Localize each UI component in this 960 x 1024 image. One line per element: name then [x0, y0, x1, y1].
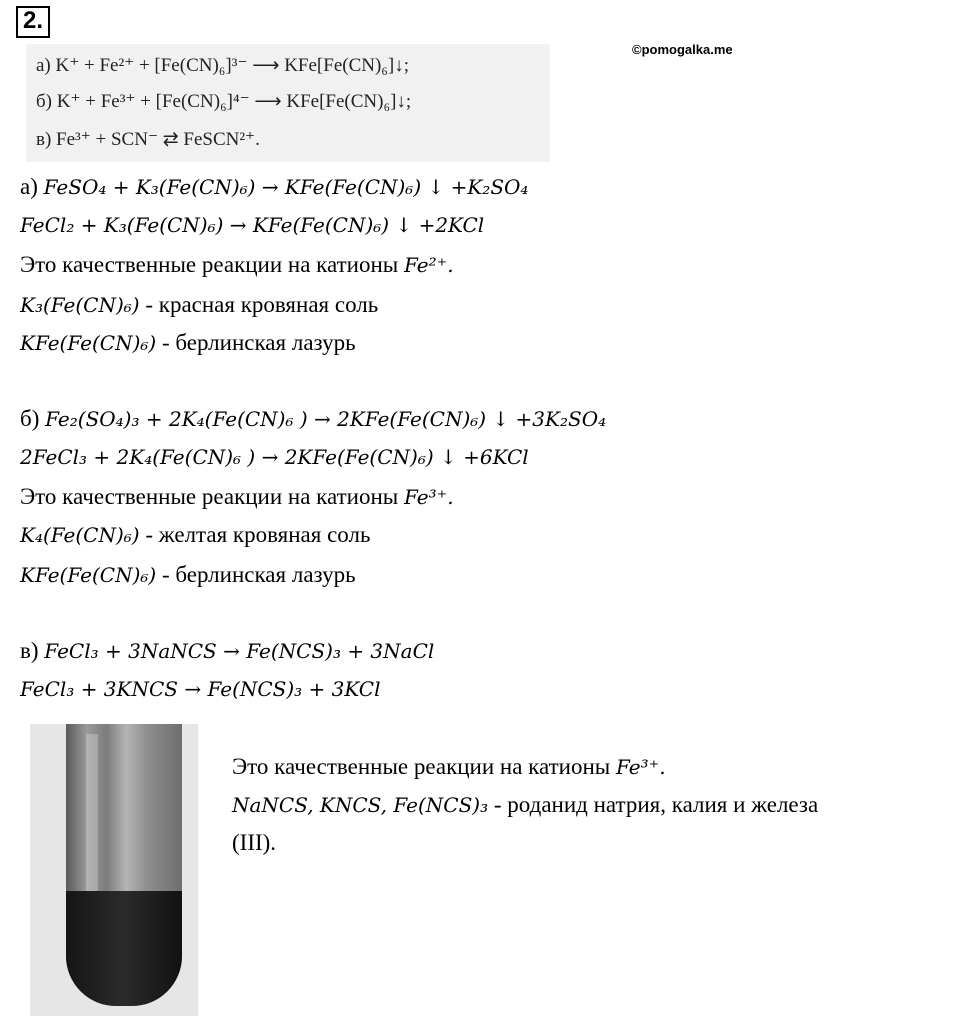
part-c-names-continued	[232, 828, 276, 858]
problem-number: 2.	[16, 6, 50, 38]
part-c-names	[232, 790, 818, 820]
thiocyanate-formulas: NaNCS, KNCS, Fe(NCS)₃	[232, 793, 489, 817]
dark-red-liquid	[66, 891, 182, 1006]
equation: FeCl₂ + K₃(Fe(CN)₆) → KFe(Fe(CN)₆) ↓ +2KCl	[20, 213, 485, 237]
part-b-note	[20, 482, 454, 512]
salt-name: - желтая кровяная соль	[139, 522, 371, 547]
equation: FeCl₃ + 3KNCS → Fe(NCS)₃ + 3KCl	[20, 677, 381, 701]
scan-line-b: б) K⁺ + Fe³⁺ + [Fe(CN)₆]⁴⁻ ⟶ KFe[Fe(CN)₆]↓;	[36, 91, 412, 112]
equation: Fe₂(SO₄)₃ + 2K₄(Fe(CN)₆ ) → 2KFe(Fe(CN)₆) ↓ +3K₂SO₄	[45, 407, 607, 431]
note-text: Это качественные реакции на катионы	[20, 252, 399, 277]
part-b-salt-2	[20, 560, 356, 590]
scanned-equations-image	[26, 44, 550, 162]
part-a-prefix: а)	[20, 174, 38, 199]
part-a-note	[20, 250, 454, 280]
thiocyanate-names: - роданид натрия, калия и железа	[488, 792, 819, 817]
part-c-equation-2	[20, 674, 381, 704]
ion-formula: Fe³⁺.	[404, 485, 454, 509]
salt-name: - берлинская лазурь	[156, 330, 356, 355]
part-c-equation-1	[20, 636, 434, 666]
part-b-prefix: б)	[20, 406, 40, 431]
salt-name: - красная кровяная соль	[139, 292, 379, 317]
scan-line-c: в) Fe³⁺ + SCN⁻ ⇄ FeSCN²⁺.	[36, 129, 260, 150]
ion-formula: Fe³⁺.	[616, 755, 666, 779]
part-b-equation-1	[20, 404, 606, 434]
part-c-note	[232, 752, 666, 782]
equation: FeSO₄ + K₃(Fe(CN)₆) → KFe(Fe(CN)₆) ↓ +K₂SO₄	[43, 175, 529, 199]
watermark: ©pomogalka.me	[632, 42, 733, 57]
scan-line-a: а) K⁺ + Fe²⁺ + [Fe(CN)₆]³⁻ ⟶ KFe[Fe(CN)₆]↓;	[36, 55, 410, 76]
part-a-equation-2	[20, 210, 484, 240]
names-continued: (III).	[232, 830, 277, 855]
salt-formula: K₄(Fe(CN)₆)	[20, 523, 140, 547]
salt-formula: K₃(Fe(CN)₆)	[20, 293, 140, 317]
equation: FeCl₃ + 3NaNCS → Fe(NCS)₃ + 3NaCl	[44, 639, 435, 663]
note-text: Это качественные реакции на катионы	[20, 484, 399, 509]
part-a-salt-1	[20, 290, 378, 320]
salt-formula: KFe(Fe(CN)₆)	[20, 331, 157, 355]
equation: 2FeCl₃ + 2K₄(Fe(CN)₆ ) → 2KFe(Fe(CN)₆) ↓ +6KCl	[20, 445, 529, 469]
part-c-prefix: в)	[20, 638, 39, 663]
ion-formula: Fe²⁺.	[404, 253, 454, 277]
part-b-salt-1	[20, 520, 370, 550]
note-text: Это качественные реакции на катионы	[232, 754, 611, 779]
part-b-equation-2	[20, 442, 529, 472]
salt-name: - берлинская лазурь	[156, 562, 356, 587]
test-tube	[66, 724, 182, 1006]
salt-formula: KFe(Fe(CN)₆)	[20, 563, 157, 587]
test-tube-photo	[30, 724, 198, 1016]
part-a-salt-2	[20, 328, 356, 358]
part-a-equation-1	[20, 172, 528, 202]
